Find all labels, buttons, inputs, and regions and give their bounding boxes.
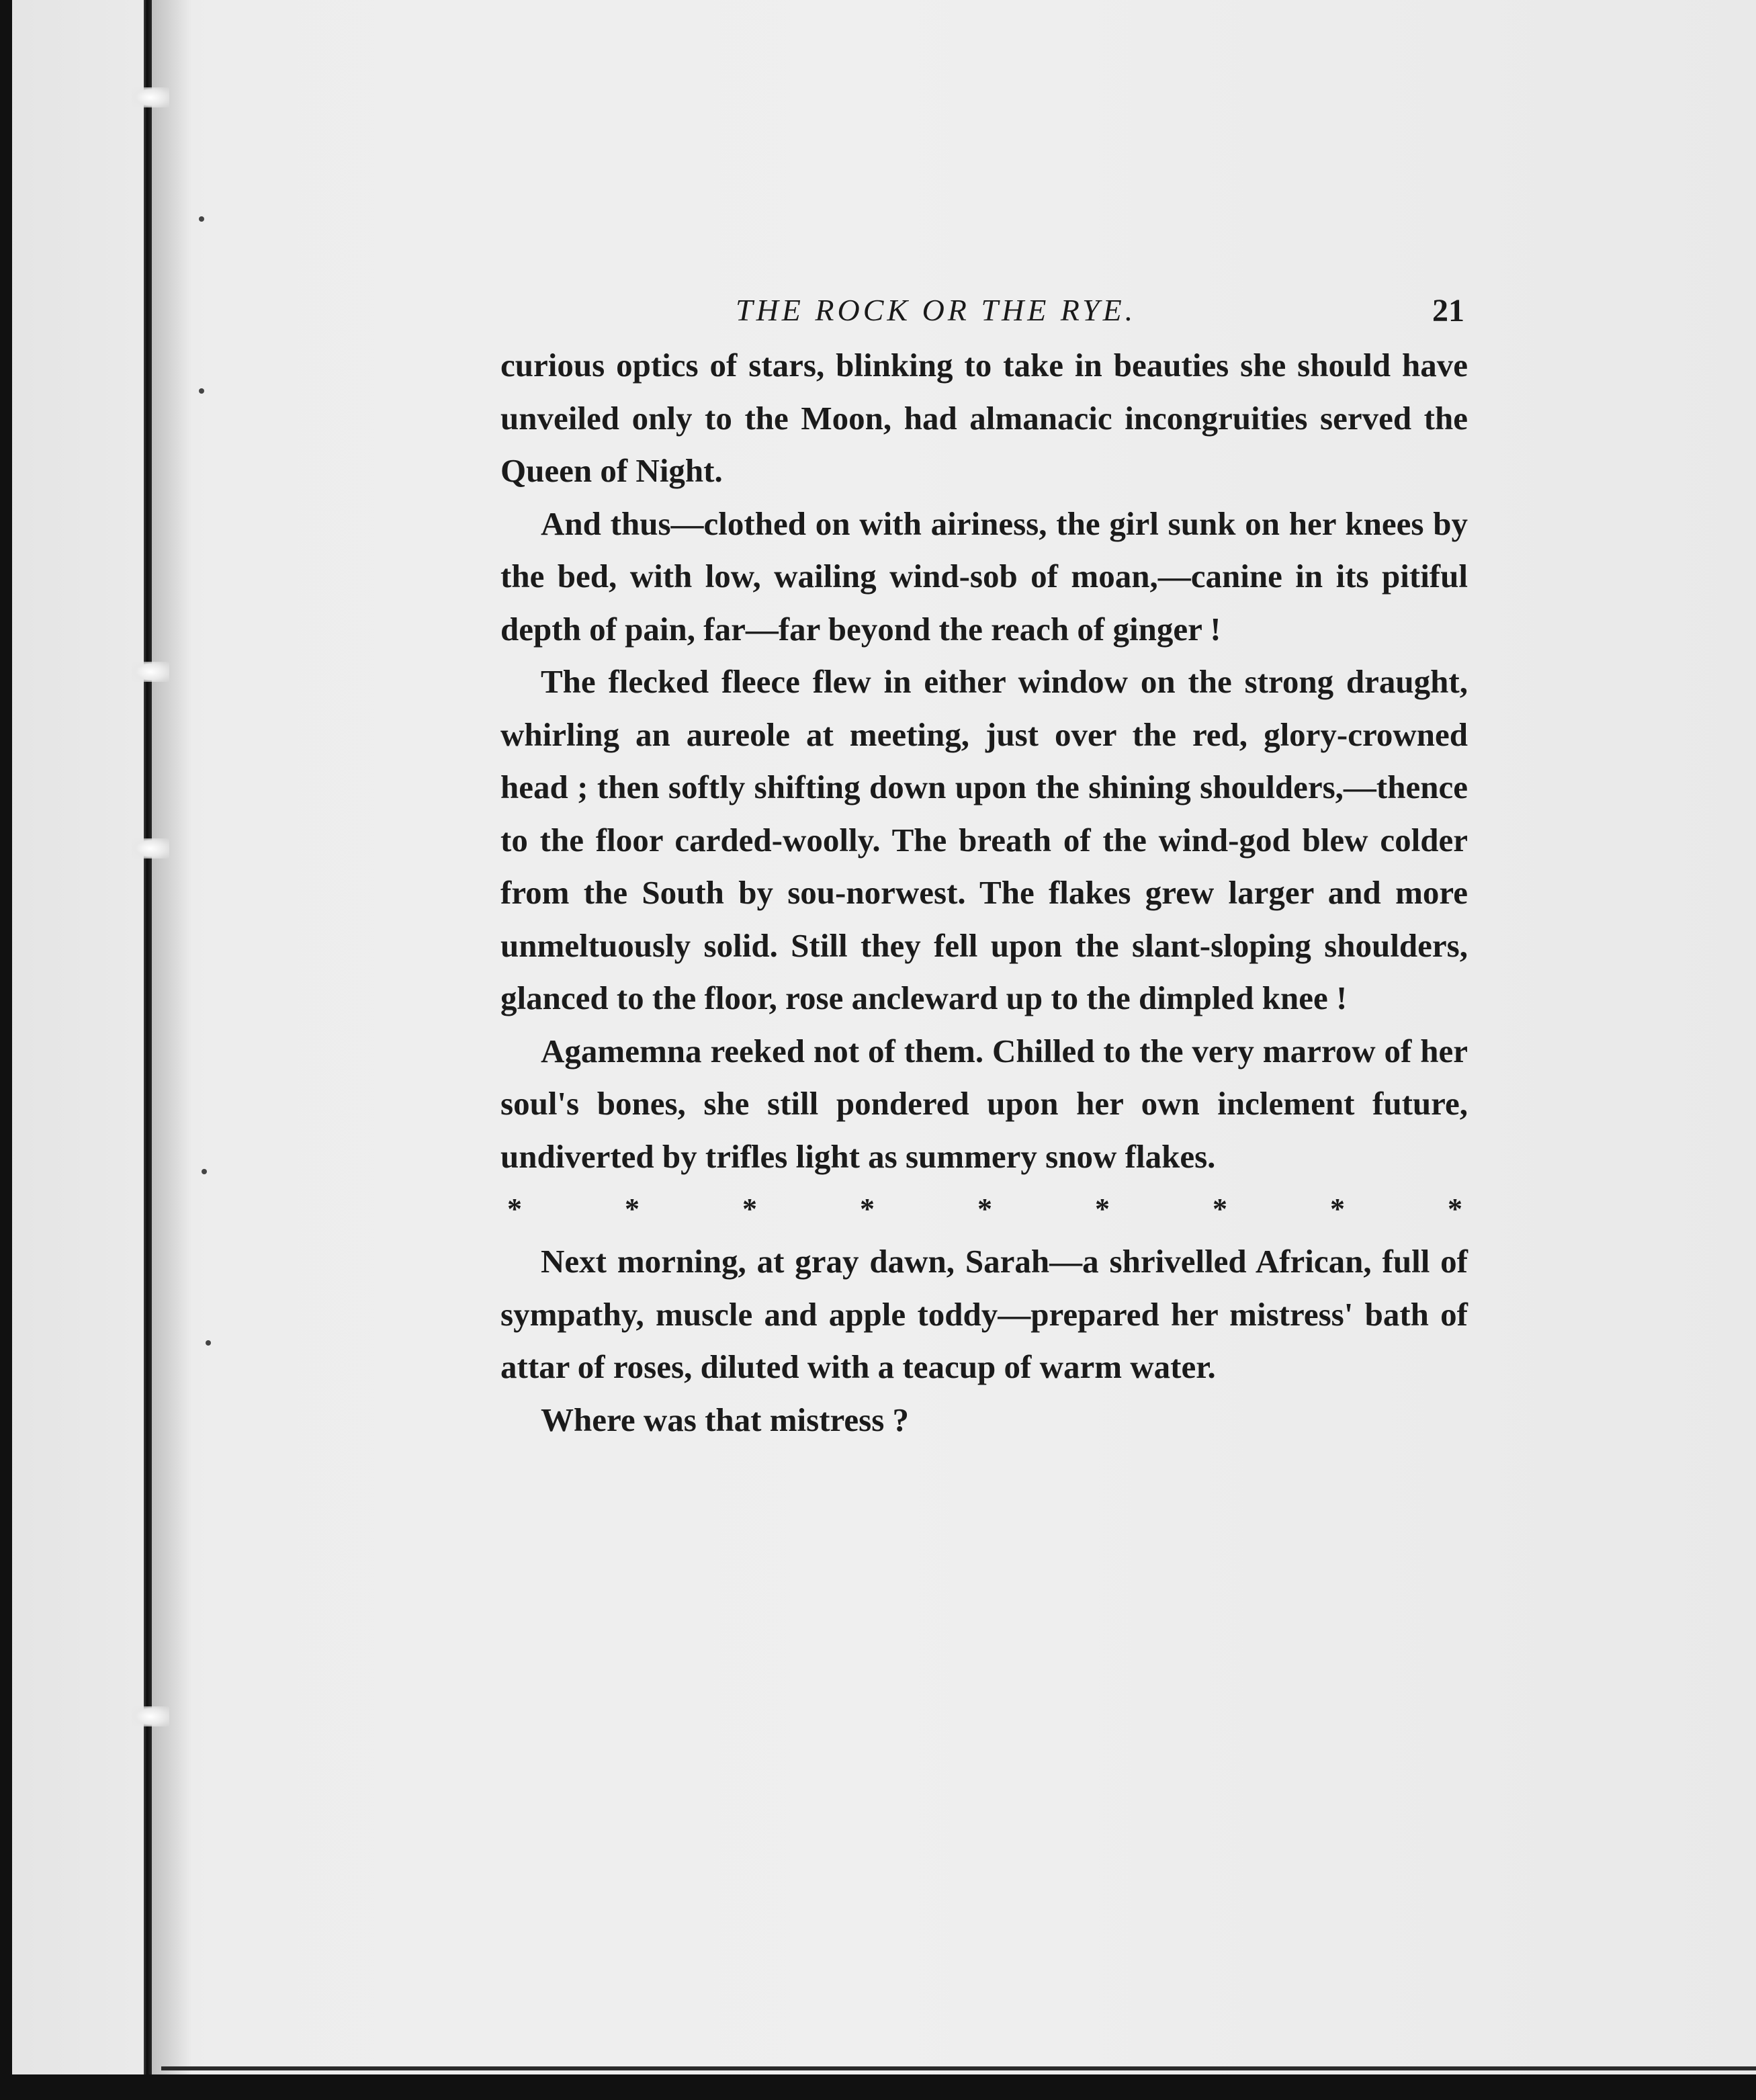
separator-star: * — [1095, 1192, 1110, 1225]
paragraph: Where was that mistress ? — [541, 1401, 910, 1438]
paragraph: The flecked fleece flew in either window on the strong draught, whirling an aureole at meeting, just over the red, glory-crowned head ; then softly shifting down upon the shining shoulders,—thence to the floor carded-woolly. The breath of the wind-god blew colder from the South by sou-norwest. The flakes grew larger and more unmeltuously solid. Still they fell upon the slant-sloping shoulders, glanced to the floor, rose ancleward up to the dimpled knee ! — [500, 663, 1468, 1016]
separator-star: * — [860, 1192, 875, 1225]
scan-speck — [206, 1340, 211, 1346]
separator-star: * — [1448, 1192, 1462, 1225]
scan-left-border — [0, 0, 12, 2100]
scan-bottom-rule — [161, 2066, 1756, 2070]
paragraph: curious optics of stars, blinking to take in beauties she should have unveiled only to the Moon, had almanacic incongruities served the Queen of Night. — [500, 347, 1468, 489]
page-number: 21 — [1432, 293, 1464, 329]
scan-speck — [202, 1169, 207, 1174]
book-binding-gutter — [144, 0, 152, 2100]
separator-star: * — [625, 1192, 640, 1225]
section-separator — [500, 1183, 1468, 1235]
separator-star: * — [1213, 1192, 1227, 1225]
separator-star: * — [977, 1192, 992, 1225]
running-head — [500, 292, 1468, 339]
scan-speck — [199, 388, 204, 394]
gutter-shadow — [152, 0, 192, 2100]
binding-stitch — [132, 838, 169, 859]
running-title: THE ROCK OR THE RYE. — [736, 293, 1137, 327]
book-page — [500, 292, 1468, 1446]
binding-stitch — [132, 1706, 169, 1726]
paragraph: Agamemna reeked not of them. Chilled to the very marrow of her soul's bones, she still pondered upon her own inclement future, undiverted by trifles light as summery snow flakes. — [500, 1032, 1468, 1175]
separator-star: * — [507, 1192, 522, 1225]
paragraph: Next morning, at gray dawn, Sarah—a shrivelled African, full of sympathy, muscle and apple toddy—prepared her mistress' bath of attar of roses, diluted with a teacup of warm water. — [500, 1243, 1468, 1385]
paragraph: And thus—clothed on with airiness, the girl sunk on her knees by the bed, with low, wailing wind-sob of moan,—canine in its pitiful depth of pain, far—far beyond the reach of ginger ! — [500, 505, 1468, 648]
separator-star: * — [742, 1192, 757, 1225]
separator-star: * — [1330, 1192, 1345, 1225]
scan-speck — [199, 216, 204, 222]
scan-bottom-border — [0, 2074, 1756, 2100]
body-text — [500, 339, 1468, 1446]
binding-stitch — [132, 662, 169, 682]
binding-stitch — [132, 87, 169, 107]
